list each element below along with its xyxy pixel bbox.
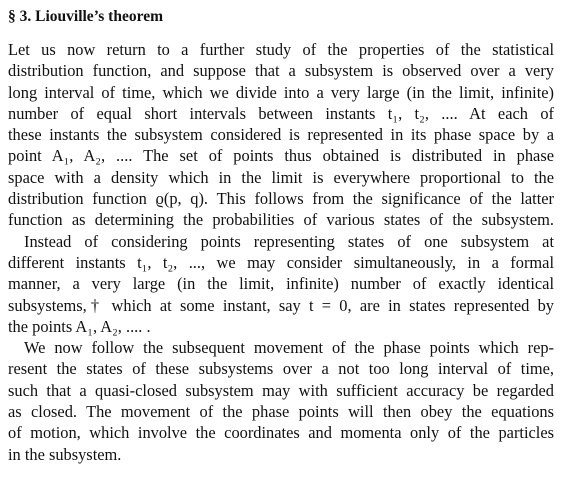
text-line: resent the states of these subsystems over a not too long interval of time, — [8, 359, 554, 379]
text-line: of motion, which involve the coordinates and momenta only of the particles — [8, 423, 554, 443]
text-line: point A₁, A₂, .... The set of points thus obtained is distributed in phase — [8, 146, 554, 166]
text-line: distribution function, and suppose that a subsystem is observed over a very — [8, 61, 554, 81]
text-line: in the subsystem. — [8, 444, 122, 464]
text-line: these instants the subsystem considered is represented in its phase space by a — [8, 125, 554, 145]
paragraph-2 — [8, 231, 554, 337]
document-page — [8, 8, 554, 465]
text-line: long interval of time, which we divide into a very large (in the limit, infinite) — [8, 82, 554, 102]
text-line: such that a quasi-closed subsystem may with sufficient accuracy be regarded — [8, 380, 554, 400]
text-line: as closed. The movement of the phase points will then obey the equations — [8, 402, 554, 422]
text-line: number of equal short intervals between instants t₁, t₂, .... At each of — [8, 103, 554, 123]
text-line: the points A₁, A₂, .... . — [8, 316, 151, 336]
text-line: different instants t₁, t₂, ..., we may consider simultaneously, in a formal — [8, 252, 554, 272]
text-line: function as determining the probabilities of various states of the subsystem. — [8, 210, 554, 230]
text-line: Let us now return to a further study of the properties of the statistical — [8, 40, 554, 59]
paragraph-1 — [8, 39, 554, 231]
paragraph-3 — [8, 337, 554, 465]
section-heading: § 3. Liouville’s theorem — [8, 8, 163, 25]
text-line: subsystems,† which at some instant, say t = 0, are in states represented by — [8, 295, 554, 315]
text-line: space with a density which in the limit is everywhere proportional to the — [8, 167, 554, 187]
text-line: Instead of considering points representing states of one subsystem at — [24, 231, 554, 251]
text-line: We now follow the subsequent movement of the phase points which rep- — [24, 338, 554, 358]
text-line: distribution function ϱ(p, q). This follows from the significance of the latter — [8, 189, 554, 209]
text-line: manner, a very large (in the limit, infinite) number of exactly identical — [8, 274, 554, 294]
